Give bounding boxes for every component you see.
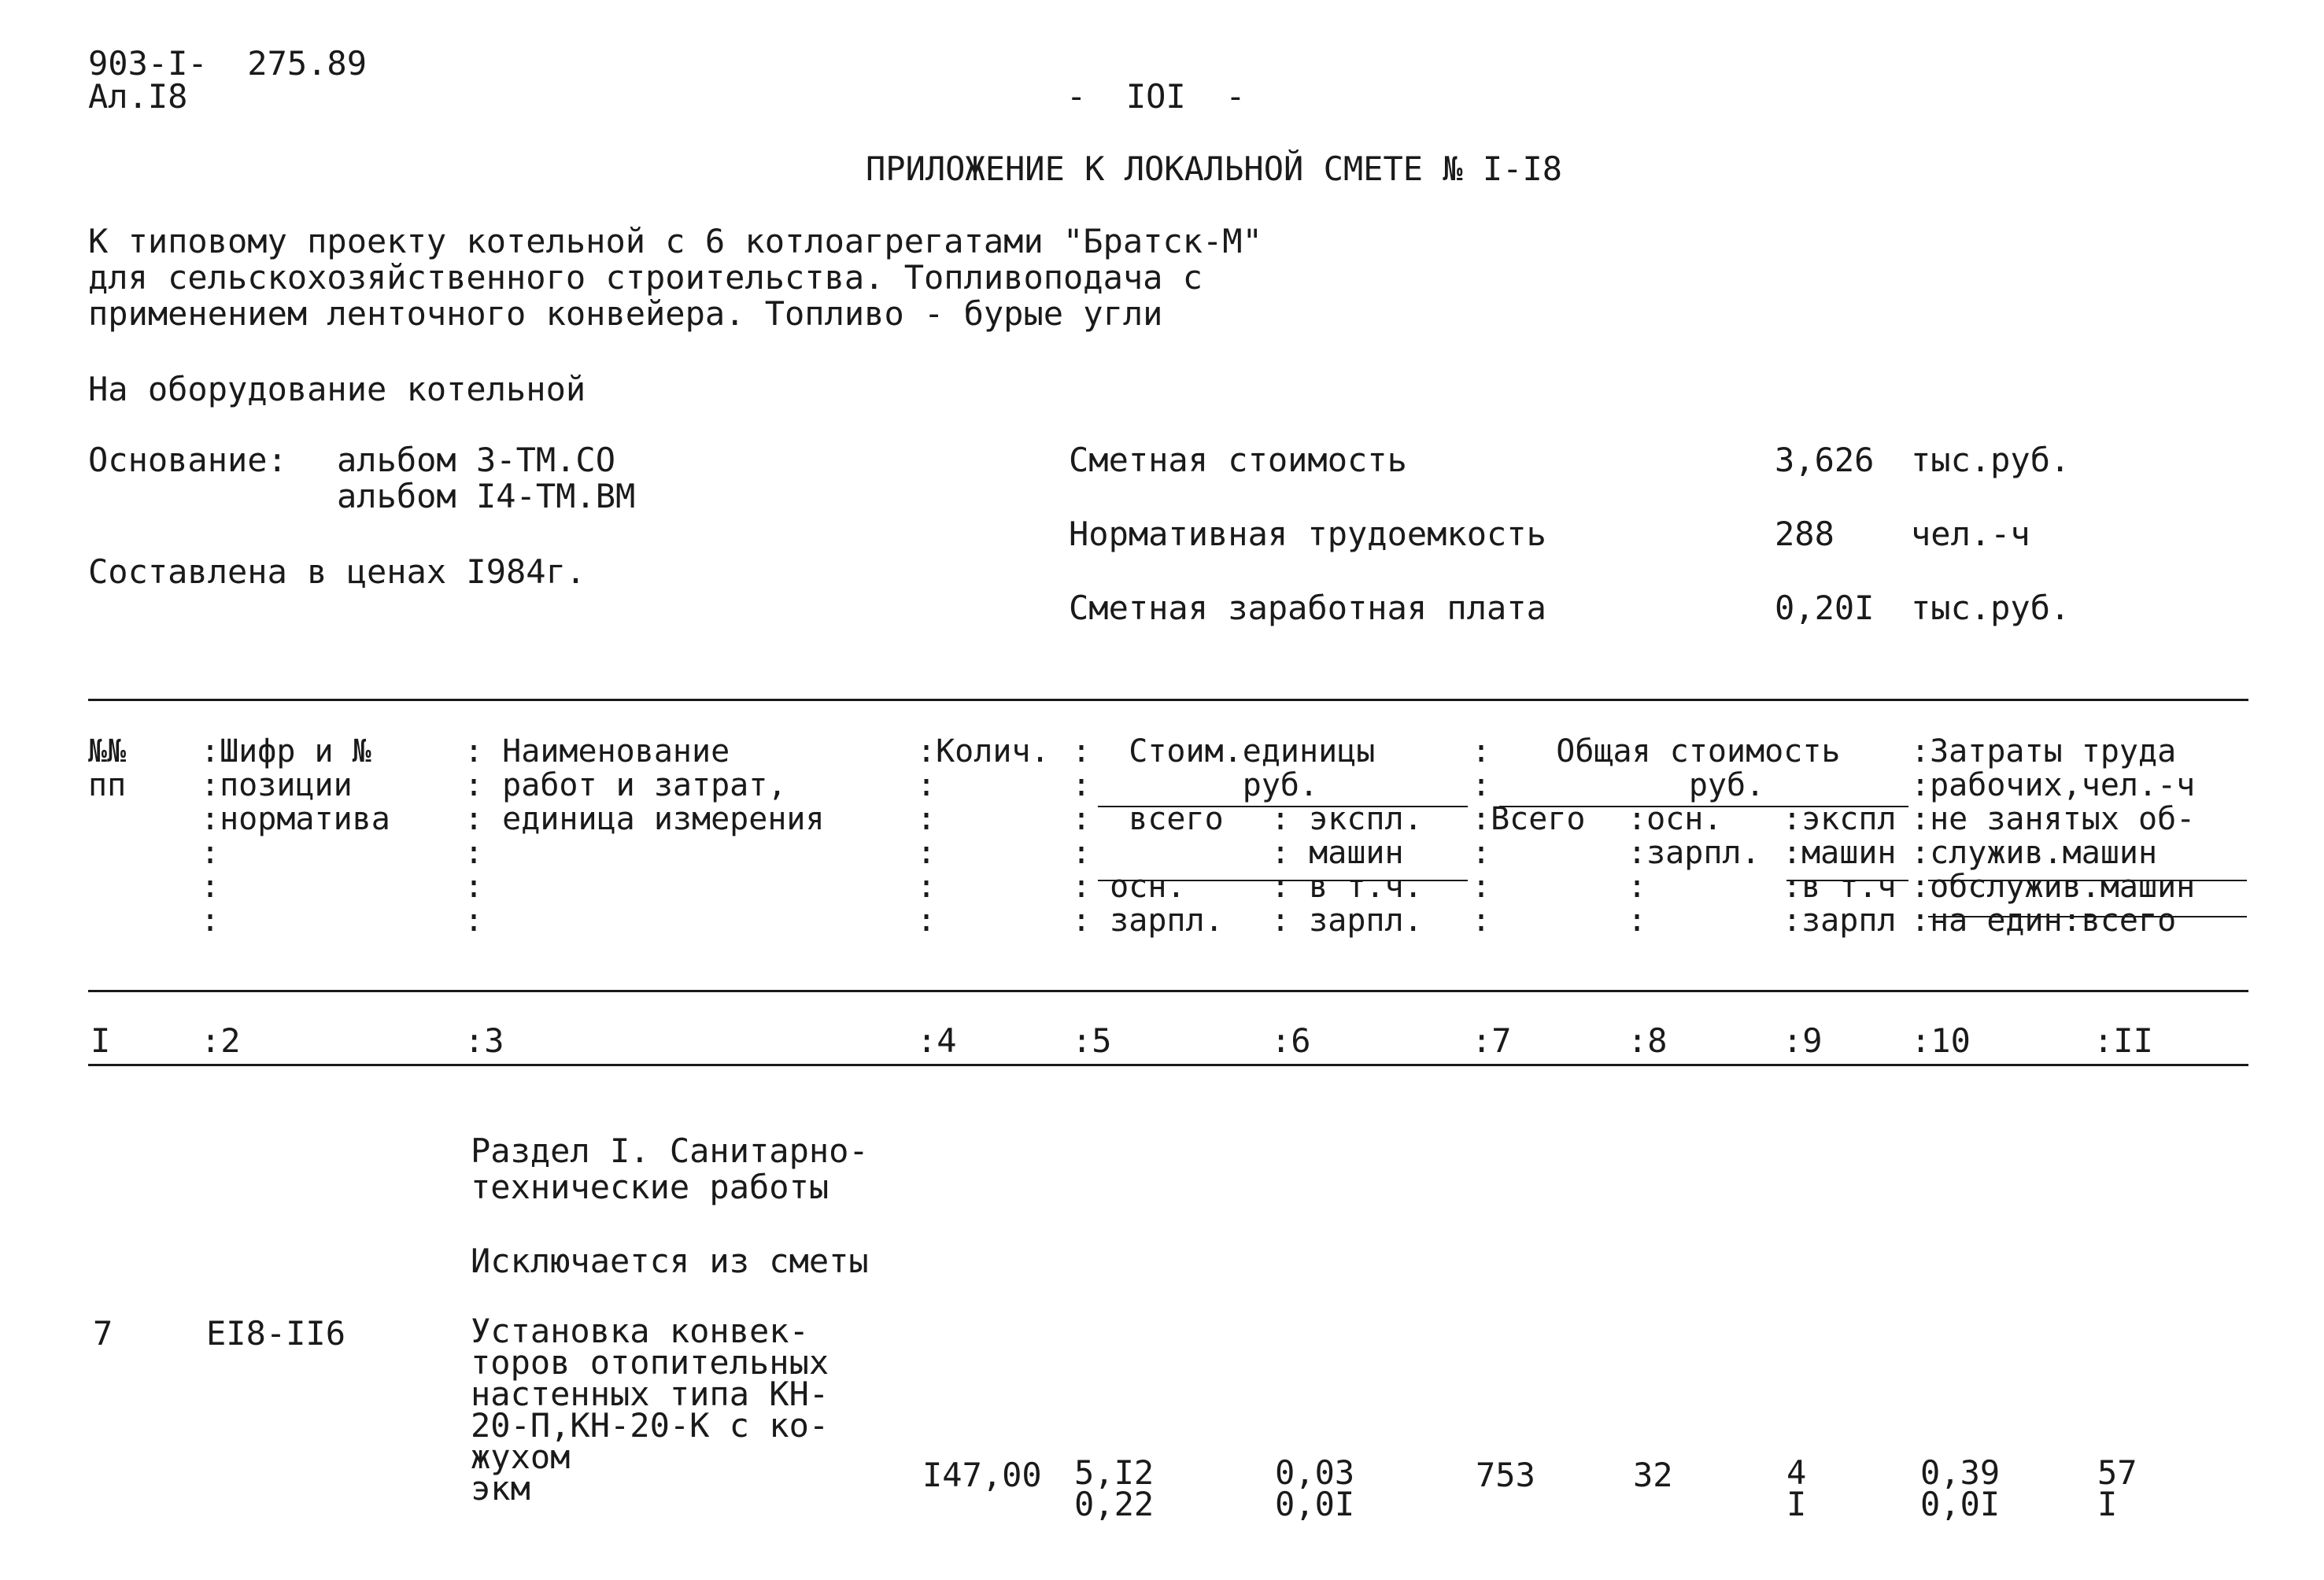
basis-label: Основание: — [88, 441, 287, 479]
header-rule-total-cost — [1499, 806, 1908, 807]
header-col-labor: :Затраты труда :рабочих,чел.-ч :не занятых об- :служив.машин :обслужив.машин :на един:всего — [1911, 733, 2196, 939]
row-name: Установка конвек- торов отопительных настенных типа КН- 20-П,КН-20-К с ко- жухом экм — [471, 1312, 829, 1508]
page-number: - IOI - — [1066, 77, 1246, 116]
header-unit-cost-group: : Стоим.единицы : руб. — [1072, 733, 1376, 803]
row-labor-total: 57 I — [2097, 1453, 2137, 1523]
column-number-11: :II — [2093, 1021, 2153, 1060]
summary-cost-value: 3,626 — [1775, 441, 1875, 479]
section-title: Раздел I. Санитарно- технические работы — [471, 1131, 869, 1206]
subject-line: На оборудование котельной — [88, 370, 586, 408]
column-number-9: :9 — [1783, 1021, 1823, 1060]
summary-cost-label: Сметная стоимость — [1069, 441, 1407, 479]
summary-labor-unit: чел.-ч — [1911, 515, 2030, 553]
header-rule-labor-1 — [1928, 880, 2247, 881]
column-number-3: :3 — [464, 1021, 504, 1060]
summary-salary-value: 0,20I — [1775, 589, 1875, 627]
column-number-1: I — [91, 1021, 111, 1060]
document-code: 903-I- 275.89 — [88, 44, 368, 83]
header-col-code: :Шифр и № :позиции :норматива : : : — [201, 733, 390, 939]
column-number-6: :6 — [1271, 1021, 1311, 1060]
row-total-salary: 32 — [1633, 1456, 1673, 1494]
page-title: ПРИЛОЖЕНИЕ К ЛОКАЛЬНОЙ СМЕТЕ № I-I8 — [866, 150, 1563, 188]
row-labor-unit: 0,39 0,0I — [1920, 1453, 2001, 1523]
column-number-2: :2 — [201, 1021, 241, 1060]
column-number-4: :4 — [917, 1021, 957, 1060]
basis-album-1: альбом 3-ТМ.СО — [337, 441, 616, 479]
section-note: Исключается из сметы — [471, 1242, 869, 1280]
row-code: ЕI8-II6 — [206, 1314, 346, 1353]
row-unit-total: 5,I2 0,22 — [1074, 1453, 1155, 1523]
description-line-3: применением ленточного конвейера. Топливо - бурые угли — [88, 294, 1163, 333]
row-quantity: I47,00 — [922, 1456, 1042, 1494]
header-col-qty: :Колич. : : : : : — [917, 733, 1050, 939]
sheet-number: Ал.I8 — [88, 77, 188, 116]
compiled-prices: Составлена в ценах I984г. — [88, 552, 586, 591]
description-line-1: К типовому проекту котельной с 6 котлоагрегатами "Братск-М" — [88, 222, 1262, 260]
row-total-machine: 4 I — [1786, 1453, 1807, 1523]
column-number-10: :10 — [1911, 1021, 1971, 1060]
header-col-unit-machine: : экспл. : машин : в т.ч. : зарпл. — [1271, 801, 1423, 939]
header-col-total-salary: :осн. :зарпл. : : — [1628, 801, 1761, 939]
header-col-unit-total: : всего : : осн. : зарпл. — [1072, 801, 1224, 939]
header-rule-labor-2 — [1928, 916, 2247, 917]
table-header-rule — [88, 990, 2248, 992]
column-number-8: :8 — [1628, 1021, 1668, 1060]
summary-labor-label: Нормативная трудоемкость — [1069, 515, 1546, 553]
description-line-2: для сельскохозяйственного строительства. Топливоподача с — [88, 258, 1203, 297]
summary-cost-unit: тыс.руб. — [1911, 441, 2071, 479]
row-unit-machine: 0,03 0,0I — [1275, 1453, 1355, 1523]
column-numbers-rule — [88, 1064, 2248, 1066]
header-col-number: №№ пп — [88, 733, 127, 803]
summary-labor-value: 288 — [1775, 515, 1834, 553]
column-number-5: :5 — [1072, 1021, 1112, 1060]
summary-salary-unit: тыс.руб. — [1911, 589, 2071, 627]
header-total-cost-group: Общая стоимость руб. — [1556, 733, 1841, 803]
row-total: 753 — [1476, 1456, 1535, 1494]
header-rule-machine-split — [1786, 880, 1908, 881]
table-top-rule — [88, 699, 2248, 701]
header-col-name: : Наименование : работ и затрат, : единица измерения : : : — [464, 733, 825, 939]
header-rule-unit-cost — [1098, 806, 1468, 807]
basis-album-2: альбом I4-ТМ.ВМ — [337, 477, 636, 515]
header-col-total-machine: :экспл :машин :в т.ч :зарпл — [1783, 801, 1897, 939]
column-number-7: :7 — [1472, 1021, 1512, 1060]
header-rule-unit-split — [1098, 880, 1468, 881]
summary-salary-label: Сметная заработная плата — [1069, 589, 1546, 627]
row-number: 7 — [93, 1314, 113, 1353]
header-col-total: : : :Всего : : : — [1472, 733, 1586, 939]
